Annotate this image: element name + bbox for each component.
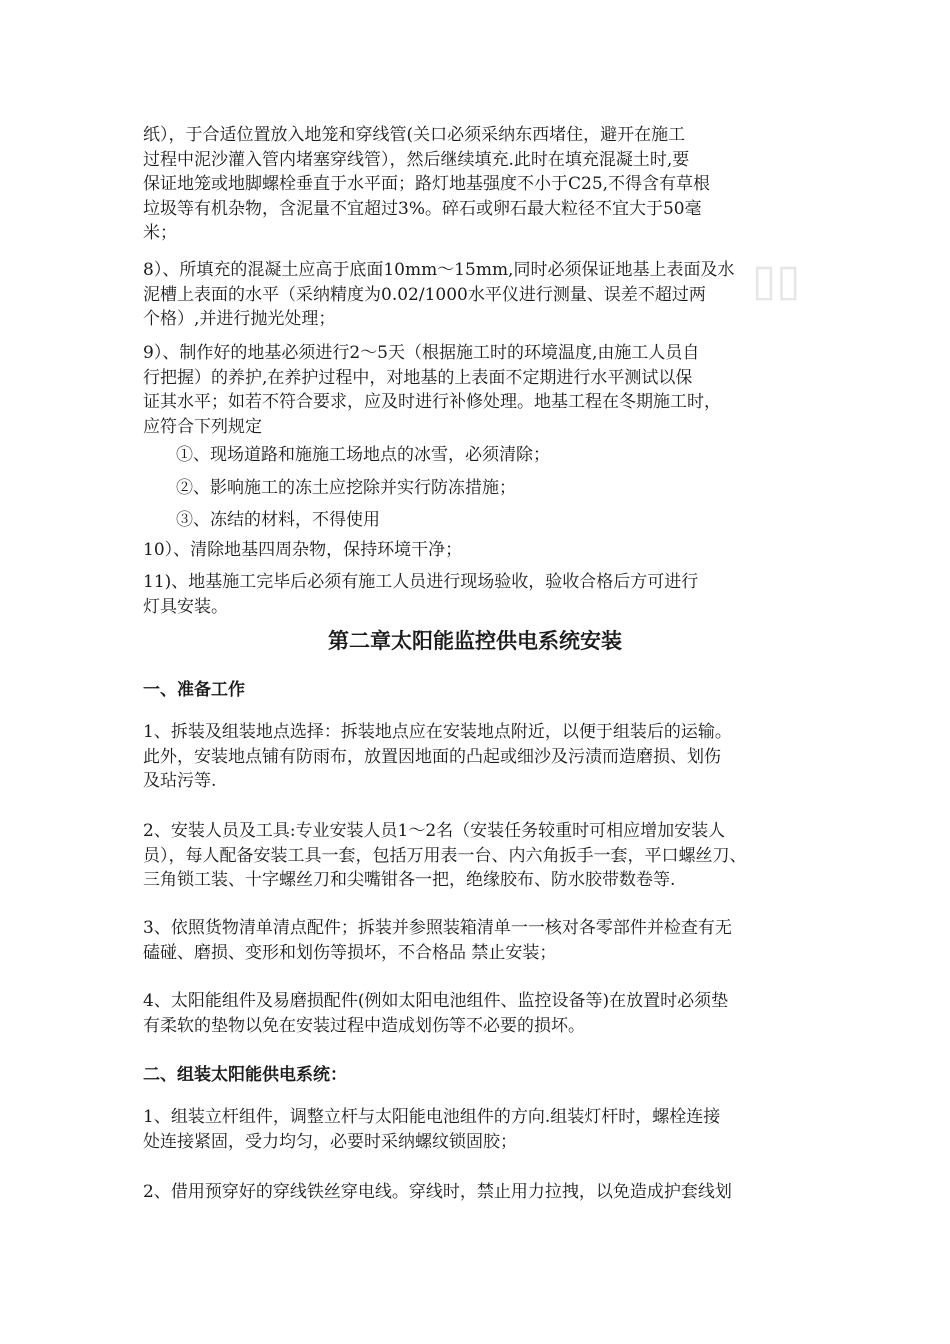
paragraph-item-8: 8）、所填充的混凝土应高于底面10mm～15mm,同时必须保证地基上表面及水 泥槽上表面的水平（采纳精度为0.02/1000水平仪进行测量、误差不超过两 个格）,并进行抛光处理； xyxy=(143,260,735,329)
list-item: ①、现场道路和施施工场地点的冰雪，必须清除； xyxy=(176,445,550,465)
paragraph-pole-assembly: 1、组装立杆组件，调整立杆与太阳能电池组件的方向.组装灯杆时，螺栓连接 处连接紧固，受力均匀，必要时采纳螺纹锁固胶； xyxy=(143,1107,721,1152)
paragraph-foundation-fill: 纸），于合适位置放入地笼和穿线管(关口必须采纳东西堵住，避开在施工 过程中泥沙灌入管内堵塞穿线管），然后继续填充.此时在填充混凝土时,要 保证地笼或地脚螺栓垂直于水平面；路灯地基强度不小于C25,不得含有草根 垃圾等有机杂物，含泥量不宜超过3%。碎石或卵石最大粒径不宜大于50毫 米； xyxy=(143,125,711,243)
paragraph-personnel-tools: 2、安装人员及工具:专业安装人员1～2名（安装任务较重时可相应增加安装人 员），每人配备安装工具一套，包括万用表一台、内六角扳手一套，平口螺丝刀、 三角锁工装、十字螺丝刀和尖嘴钳各一把，绝缘胶布、防水胶带数卷等. xyxy=(143,821,747,890)
paragraph-site-selection: 1、拆装及组装地点选择：拆装地点应在安装地点附近，以便于组装后的运输。 此外，安装地点铺有防雨布，放置因地面的凸起或细沙及污渍而造磨损、划伤 及玷污等. xyxy=(143,722,732,791)
paragraph-component-protection: 4、太阳能组件及易磨损配件(例如太阳电池组件、监控设备等)在放置时必须垫 有柔软的垫物以免在安装过程中造成划伤等不必要的损坏。 xyxy=(143,991,729,1036)
watermark-logo: ▯▯ xyxy=(752,255,801,306)
list-item: ③、冻结的材料，不得使用 xyxy=(176,510,380,530)
paragraph-parts-check: 3、依照货物清单清点配件；拆装并参照装箱清单一一核对各零部件并检查有无 磕碰、磨损、变形和划伤等损坏，不合格品 禁止安装； xyxy=(143,918,732,963)
section-heading-preparation: 一、准备工作 xyxy=(143,680,245,700)
paragraph-item-11: 11)、地基施工完毕后必须有施工人员进行现场验收，验收合格后方可进行 灯具安装。 xyxy=(143,572,699,617)
paragraph-item-10: 10）、清除地基四周杂物，保持环境干净； xyxy=(143,540,463,560)
section-heading-assembly: 二、组装太阳能供电系统： xyxy=(143,1065,347,1085)
paragraph-wiring: 2、借用预穿好的穿线铁丝穿电线。穿线时，禁止用力拉拽，以免造成护套线划 xyxy=(143,1182,732,1202)
list-item: ②、影响施工的冻土应挖除并实行防冻措施； xyxy=(176,478,516,498)
chapter-title: 第二章太阳能监控供电系统安装 xyxy=(328,629,622,653)
paragraph-item-9: 9）、制作好的地基必须进行2～5天（根据施工时的环境温度,由施工人员自 行把握）的养护,在养护过程中，对地基的上表面不定期进行水平测试以保 证其水平；如若不符合要求，应及时进行补修处理。地基工程在冬期施工时， 应符合下列规定 xyxy=(143,343,721,437)
